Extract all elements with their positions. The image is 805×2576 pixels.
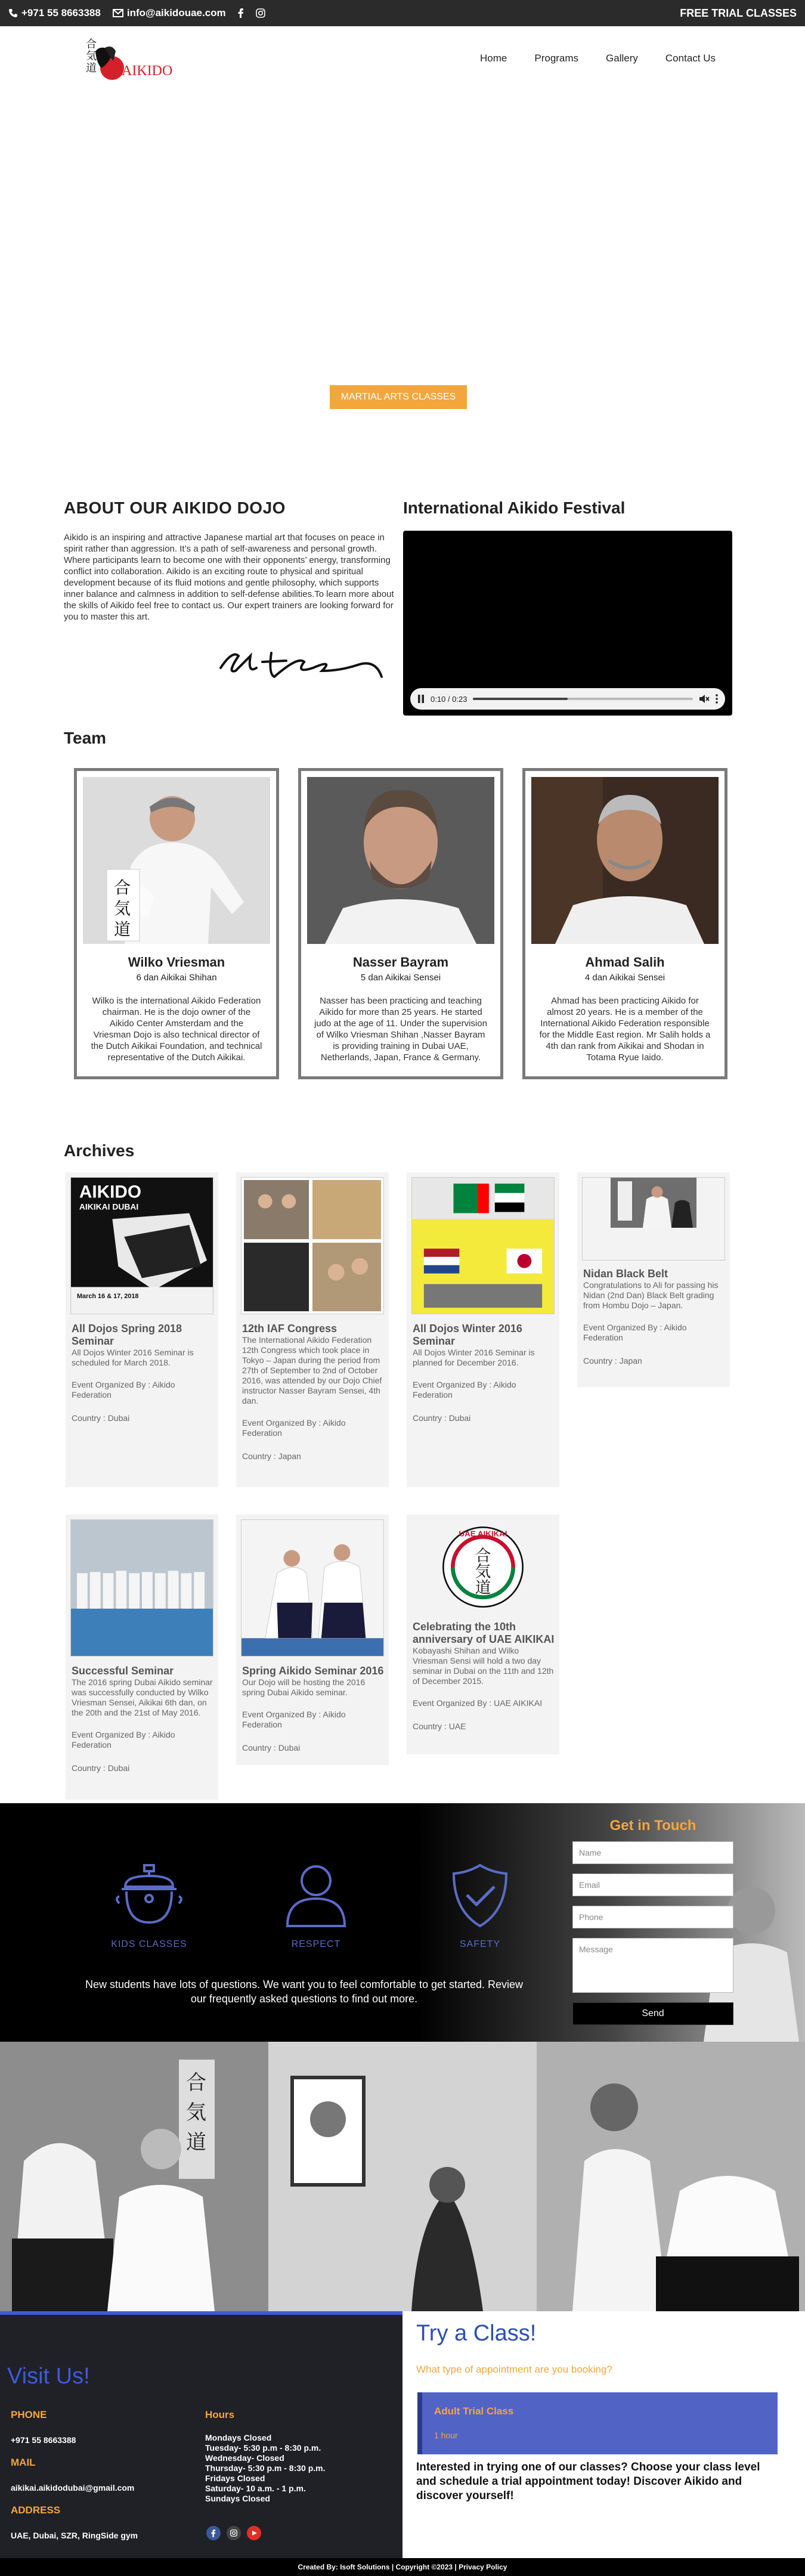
gallery-strip <box>0 2042 805 2311</box>
team-card <box>522 768 727 1079</box>
copyright-bar: Created By: Isoft Solutions | Copyright ©2023 | Privacy Policy <box>0 2558 805 2576</box>
contact-form-title: Get in Touch <box>609 1818 696 1834</box>
mail-label: MAIL <box>11 2457 36 2468</box>
footer-mail[interactable]: aikikai.aikidodubai@gmail.com <box>11 2483 135 2493</box>
team-member-bio: Nasser has been practicing and teaching Aikido for more than 25 years. He started judo at the age of 11. Under the supervision of Wilko Vriesman Shihan ,Nasser Bayram is providing training in Dubai UAE, Netherlands, Japan, France & Germany. <box>314 996 487 1063</box>
archive-desc: Our Dojo will be hosting the 2016 spring Dubai Aikido seminar. <box>242 1677 366 1697</box>
facebook-icon <box>238 8 244 18</box>
archive-image-congress <box>241 1177 384 1314</box>
feature-kids <box>89 1863 209 1950</box>
send-button[interactable]: Send <box>572 2002 733 2025</box>
svg-text:道: 道 <box>186 2131 206 2154</box>
main-nav <box>480 52 716 64</box>
phone-text: +971 55 8663388 <box>21 7 101 18</box>
festival-video[interactable] <box>403 531 732 716</box>
phone-input[interactable]: Phone <box>572 1906 733 1928</box>
archive-organizer: Event Organized By : Aikido Federation <box>72 1730 175 1750</box>
svg-text:気: 気 <box>475 1562 491 1581</box>
instagram-icon <box>256 8 265 18</box>
archive-card[interactable] <box>577 1172 730 1387</box>
svg-text:気: 気 <box>186 2101 206 2125</box>
gallery-image-3 <box>537 2042 805 2311</box>
archive-country: Country : Dubai <box>72 1763 130 1773</box>
archive-image-winter-seminar <box>411 1177 555 1314</box>
svg-text:道: 道 <box>86 62 97 75</box>
features-intro: New students have lots of questions. We want you to feel comfortable to get started. Review our frequently asked questions to find out more. <box>85 1979 524 2005</box>
archive-organizer: Event Organized By : Aikido Federation <box>413 1380 516 1400</box>
archive-card[interactable] <box>66 1172 218 1487</box>
hours-line: Wednesday- Closed <box>205 2453 284 2463</box>
festival-section <box>403 499 625 518</box>
hours-line: Tuesday- 5:30 p.m - 8:30 p.m. <box>205 2443 321 2453</box>
phone-contact[interactable] <box>8 7 101 19</box>
footer-address: UAE, Dubai, SZR, RingSide gym <box>11 2531 138 2540</box>
hours-line: Fridays Closed <box>205 2473 265 2483</box>
archive-desc: All Dojos Winter 2016 Seminar is planned for December 2016. <box>413 1348 535 1367</box>
svg-text:AIKIDO: AIKIDO <box>79 1182 141 1202</box>
kids-classes-icon <box>113 1863 185 1928</box>
trial-class-name: Adult Trial Class <box>434 2405 514 2417</box>
archive-country: Country : Japan <box>583 1356 642 1366</box>
name-input[interactable]: Name <box>572 1841 733 1864</box>
facebook-link[interactable] <box>238 8 244 18</box>
footer-phone[interactable]: +971 55 8663388 <box>11 2435 76 2445</box>
message-textarea[interactable]: Message <box>572 1938 733 1993</box>
archive-title: All Dojos Winter 2016 Seminar <box>413 1323 522 1347</box>
features-section <box>0 1803 805 2042</box>
svg-text:合: 合 <box>475 1547 491 1565</box>
video-time: 0:10 / 0:23 <box>431 694 467 704</box>
contact-form <box>572 1818 733 2025</box>
svg-text:道: 道 <box>475 1578 491 1597</box>
archive-card[interactable] <box>66 1515 218 1800</box>
site-logo[interactable] <box>83 33 173 86</box>
svg-text:気: 気 <box>86 50 97 63</box>
archive-organizer: Event Organized By : Aikido Federation <box>583 1323 687 1342</box>
archive-image-spring-seminar <box>241 1519 384 1657</box>
archive-country: Country : Dubai <box>413 1413 471 1423</box>
hours-line: Mondays Closed <box>205 2433 272 2442</box>
more-options-icon[interactable] <box>716 694 718 704</box>
svg-text:合: 合 <box>186 2071 206 2095</box>
pause-icon[interactable] <box>417 695 425 703</box>
hours-line: Thursday- 5:30 p.m - 8:30 p.m. <box>205 2463 326 2473</box>
archive-desc: Kobayashi Shihan and Wilko Vriesman Sensi will hold a two day seminar in Dubai on the 11th and 12th of December 2015. <box>413 1646 554 1686</box>
svg-text:合: 合 <box>86 38 97 51</box>
team-card <box>74 768 279 1079</box>
martial-arts-classes-button[interactable]: MARTIAL ARTS CLASSES <box>330 385 467 409</box>
feature-label: RESPECT <box>291 1939 341 1949</box>
video-controls <box>410 688 725 710</box>
feature-label: KIDS CLASSES <box>111 1939 187 1949</box>
archive-desc: All Dojos Winter 2016 Seminar is scheduled for March 2018. <box>72 1348 194 1367</box>
adult-trial-class-option[interactable] <box>417 2392 778 2454</box>
team-photo-ahmad <box>531 777 719 944</box>
svg-text:UAE AIKIKAI: UAE AIKIKAI <box>459 1529 507 1538</box>
archive-desc: Congratulations to Ali for passing his Nidan (2nd Dan) Black Belt grading from Hombu Dojo – Japan. <box>583 1280 719 1310</box>
svg-text:AIKIKAI DUBAI: AIKIKAI DUBAI <box>79 1202 139 1212</box>
archive-title: 12th IAF Congress <box>242 1323 338 1335</box>
about-section <box>64 499 398 623</box>
team-member-rank: 5 dan Aikikai Sensei <box>360 973 441 983</box>
archive-title: Spring Aikido Seminar 2016 <box>242 1665 384 1677</box>
mute-icon[interactable] <box>699 694 710 704</box>
archive-image-group-photo <box>70 1519 213 1657</box>
footer-youtube-link[interactable] <box>247 2526 261 2540</box>
visit-us-title: Visit Us! <box>7 2364 90 2389</box>
archive-country: Country : Dubai <box>72 1413 130 1423</box>
archive-country: Country : Japan <box>242 1451 301 1461</box>
email-contact[interactable] <box>113 7 226 19</box>
archives-title: Archives <box>64 1141 135 1160</box>
instagram-icon <box>230 2529 237 2537</box>
feature-respect <box>256 1863 376 1950</box>
archive-desc: The International Aikido Federation 12th Congress which took place in Tokyo – Japan during the period from 27th of September to 2nd of October 2016, was attended by our Dojo Chief instructor Nasser Bayram Sensei, 4th dan. <box>242 1335 382 1405</box>
safety-shield-icon <box>444 1863 516 1928</box>
address-label: ADDRESS <box>11 2504 61 2516</box>
svg-text:気: 気 <box>114 899 131 918</box>
archive-image-black-belt <box>582 1177 725 1261</box>
archive-organizer: Event Organized By : UAE AIKIKAI <box>413 1698 543 1708</box>
svg-text:道: 道 <box>114 919 131 939</box>
nav-gallery[interactable]: Gallery <box>606 52 638 64</box>
about-title: ABOUT OUR AIKIDO DOJO <box>64 499 286 517</box>
team-member-rank: 6 dan Aikikai Shihan <box>136 973 217 983</box>
footer-accent-bar <box>0 2311 402 2315</box>
archive-title: Successful Seminar <box>72 1665 174 1677</box>
archive-image-anniversary-badge <box>435 1519 531 1615</box>
about-body: Aikido is an inspiring and attractive Japanese martial art that focuses on peace in spirit rather than aggression. It’s a path of self-awareness and personal growth. Where participants learn to become one with their opponents’ energy, transforming conflict into collaboration. Aikido is an exciting route to physical and spiritual development because of its fluid motions and gentle philosophy, which supports inner balance and calmness in addition to self-defense abilities.To learn more about the skills of Aikido feel free to contact us. Our expert trainers are looking forward for you to master this art. <box>64 532 394 622</box>
team-member-rank: 4 dan Aikikai Sensei <box>584 973 665 983</box>
team-member-name: Ahmad Salih <box>585 955 665 970</box>
team-title: Team <box>64 729 107 747</box>
top-bar <box>0 0 805 26</box>
team-member-name: Nasser Bayram <box>352 955 449 970</box>
hours-label: Hours <box>205 2409 235 2420</box>
free-trial-link[interactable]: FREE TRIAL CLASSES <box>680 7 797 19</box>
team-member-bio: Ahmad has been practicing Aikido for almost 20 years. He is a member of the International Aikido Federation responsible for the Middle East region. Mr Salih holds a 4th dan rank from Aikikai and Shodan in Totama Ryue Iaido. <box>539 996 711 1063</box>
archive-country: Country : Dubai <box>242 1743 301 1753</box>
archive-card[interactable] <box>236 1515 389 1765</box>
respect-icon <box>280 1863 352 1928</box>
team-member-bio: Wilko is the international Aikido Federation chairman. He is the dojo owner of the Aikido Center Amsterdam and the Vriesman Dojo is also technical director of the Dutch Aikikai Foundation, and technical representative of the Dutch Aikikai. <box>91 996 262 1063</box>
instagram-link[interactable] <box>256 8 265 18</box>
signature-image <box>215 644 394 686</box>
archive-organizer: Event Organized By : Aikido Federation <box>72 1380 175 1400</box>
team-photo-wilko <box>83 777 270 944</box>
nav-contact[interactable]: Contact Us <box>665 52 716 64</box>
facebook-icon <box>211 2529 216 2537</box>
festival-title: International Aikido Festival <box>403 499 626 517</box>
archive-title: Nidan Black Belt <box>583 1268 668 1280</box>
hours-line: Saturday- 10 a.m. - 1 p.m. <box>205 2484 306 2493</box>
video-progress-fill <box>473 698 567 700</box>
archive-image-poster <box>70 1177 213 1314</box>
hours-line: Sundays Closed <box>205 2494 270 2503</box>
archive-card[interactable] <box>236 1172 389 1487</box>
svg-text:AIKIDO: AIKIDO <box>122 63 173 79</box>
archive-country: Country : UAE <box>413 1722 466 1731</box>
footer-instagram-link[interactable] <box>227 2526 241 2540</box>
archive-organizer: Event Organized By : Aikido Federation <box>242 1418 346 1438</box>
archive-desc: The 2016 spring Dubai Aikido seminar was successfully conducted by Wilko Vriesman Sensei, Aikikai 6th dan, on the 20th and the 21st of May 2016. <box>72 1677 213 1717</box>
mail-icon <box>113 9 123 17</box>
trial-class-duration: 1 hour <box>434 2431 458 2440</box>
footer-facebook-link[interactable] <box>206 2526 221 2540</box>
nav-home[interactable]: Home <box>480 52 507 64</box>
team-photo-nasser <box>307 777 494 944</box>
footer-contact <box>0 2311 402 2558</box>
team-member-name: Wilko Vriesman <box>128 955 225 970</box>
email-input[interactable]: Email <box>572 1874 733 1896</box>
video-progress-bar[interactable] <box>473 698 693 700</box>
gallery-image-1 <box>0 2042 268 2311</box>
youtube-icon <box>250 2530 258 2536</box>
archive-card[interactable] <box>407 1172 559 1487</box>
trial-cta-text: Interested in trying one of our classes? Choose your class level and schedule a trial appointment today! Discover Aikido and discover yourself! <box>416 2461 760 2502</box>
site-header <box>0 26 805 92</box>
nav-programs[interactable]: Programs <box>534 52 579 64</box>
gallery-image-2 <box>268 2042 537 2311</box>
phone-icon <box>8 8 18 18</box>
archive-card[interactable] <box>407 1515 559 1754</box>
email-text: info@aikidouae.com <box>126 7 226 18</box>
archive-title: Celebrating the 10th anniversary of UAE AIKIKAI <box>413 1621 555 1645</box>
phone-label: PHONE <box>11 2409 47 2420</box>
team-card <box>298 768 503 1079</box>
archive-organizer: Event Organized By : Aikido Federation <box>242 1710 346 1729</box>
svg-text:March 16 & 17, 2018: March 16 & 17, 2018 <box>76 1293 139 1301</box>
svg-text:合: 合 <box>114 878 131 897</box>
feature-safety <box>420 1863 540 1950</box>
appointment-question: What type of appointment are you booking? <box>416 2364 612 2375</box>
archive-title: All Dojos Spring 2018 Seminar <box>72 1323 182 1347</box>
feature-label: SAFETY <box>459 1939 501 1949</box>
try-a-class-title: Try a Class! <box>416 2321 537 2346</box>
